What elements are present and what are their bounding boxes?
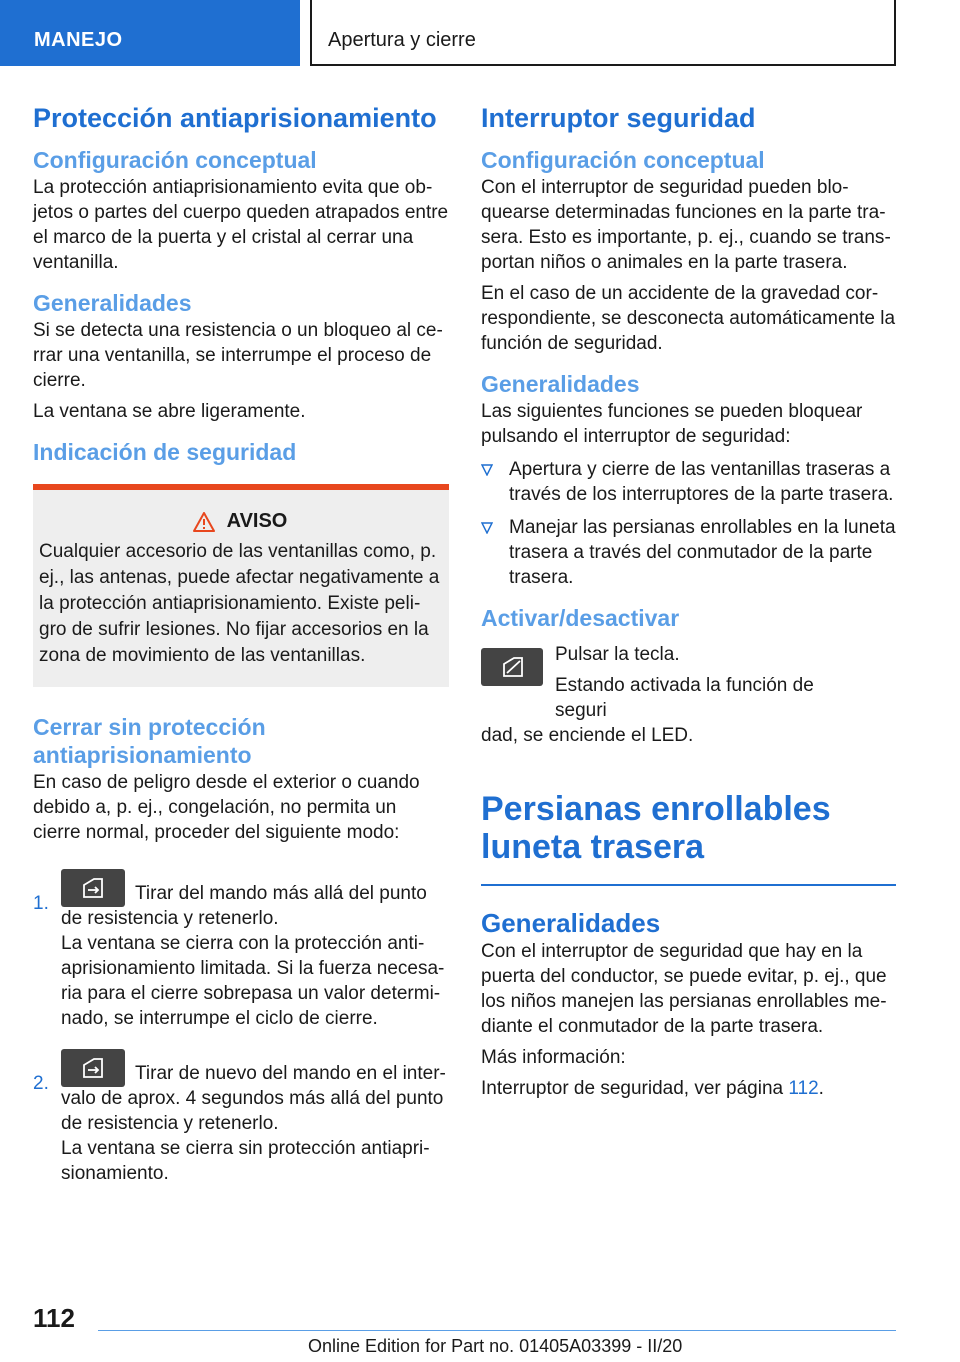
chapter-label: MANEJO [34, 29, 123, 51]
concept-heading: Configuración conceptual [33, 147, 317, 173]
step-1-text-1: Tirar del mando más allá del punto de resistencia y retenerlo. [61, 883, 427, 929]
reference [481, 1076, 896, 1101]
window-switch-icon [61, 1049, 125, 1087]
concept-text-1: Con el interruptor de seguridad pueden bloquearse determinadas funciones en la parte trasera. Esto es importante, p. ej., cuando se transportan niños o animales en la parte trasera. [481, 177, 891, 273]
general-heading: Generalidades [481, 371, 640, 397]
bullet-triangle-icon [481, 522, 493, 534]
right-column [481, 100, 896, 1101]
activate-text-1: Pulsar la tecla. [555, 644, 680, 665]
general-heading: Generalidades [33, 290, 192, 316]
concept-text-2: En el caso de un accidente de la gravedad correspondiente, se desconecta automáticamente la función de seguridad. [481, 283, 896, 354]
activate-row [481, 642, 896, 723]
warning-text: Cualquier accesorio de las ventanillas como, p. ej., las antenas, puede afectar negativamente a la protección antiaprisionamiento. Existe peligro de sufrir lesiones. No fijar accesorios en la zona de movimiento de las ventanillas. [39, 541, 440, 666]
general-text-1: Si se detecta una resistencia o un bloqueo al cerrar una ventanilla, se interrumpe el proceso de cierre. [33, 320, 443, 391]
blinds-heading: Persianas enrollables luneta trasera [481, 790, 831, 866]
page-link[interactable]: 112 [788, 1078, 819, 1099]
warning-title-text: AVISO [226, 510, 288, 532]
warning-title [39, 510, 441, 533]
window-switch-icon [61, 869, 125, 907]
warning-box [33, 484, 449, 687]
safety-heading: Indicación de seguridad [33, 439, 297, 465]
more-info: Más información: [481, 1047, 626, 1068]
step-number: 2. [33, 1073, 49, 1094]
step-1 [33, 869, 449, 1031]
left-column [33, 100, 449, 1186]
divider [481, 884, 896, 886]
activate-text-2b: dad, se enciende el LED. [481, 725, 694, 746]
chapter-tab [0, 0, 300, 66]
bullet-text: Apertura y cierre de las ventanillas traseras a través de los interruptores de la parte trasera. [509, 459, 894, 505]
list-item [481, 515, 896, 590]
page-title-right: Interruptor seguridad [481, 103, 756, 133]
activate-heading: Activar/desactivar [481, 605, 680, 631]
page-title-left: Protección antiaprisionamiento [33, 103, 437, 133]
step-2-text-1: Tirar de nuevo del mando en el intervalo de aprox. 4 segundos más allá del punto de resistencia y retenerlo. [61, 1063, 446, 1134]
close-text: En caso de peligro desde el exterior o cuando debido a, p. ej., congelación, no permita un cierre normal, proceder del siguiente modo: [33, 772, 420, 843]
reference-text: Interruptor de seguridad, ver página [481, 1078, 789, 1099]
general-text-2: La ventana se abre ligeramente. [33, 401, 306, 422]
concept-text: La protección antiaprisionamiento evita que objetos o partes del cuerpo queden atrapados entre el marco de la puerta y el cristal al cerrar una ventanilla. [33, 177, 449, 273]
section-label: Apertura y cierre [328, 29, 476, 51]
edition-text: Online Edition for Part no. 01405A03399 - II/20 [308, 1336, 683, 1356]
concept-heading: Configuración conceptual [481, 147, 765, 173]
step-2 [33, 1049, 449, 1186]
activate-text-2a: Estando activada la función de seguri [555, 675, 814, 721]
section-header [310, 0, 896, 66]
footer-divider [98, 1330, 896, 1331]
step-1-text-2: La ventana se cierra con la protección antiaprisionamiento limitada. Si la fuerza necesaria para el cierre sobrepasa un valor determinado, se interrumpe el ciclo de cierre. [61, 933, 445, 1029]
step-number: 1. [33, 893, 49, 914]
reference-end: . [818, 1078, 824, 1099]
blinds-text: Con el interruptor de seguridad que hay en la puerta del conductor, se puede evitar, p. ej., que los niños manejen las persianas enrollables mediante el conmutador de la parte trasera. [481, 941, 887, 1037]
bullet-triangle-icon [481, 464, 493, 476]
blinds-general-heading: Generalidades [481, 908, 661, 938]
page-number: 112 [33, 1303, 75, 1333]
general-text: Las siguientes funciones se pueden bloquear pulsando el interruptor de seguridad: [481, 401, 863, 447]
step-2-text-2: La ventana se cierra sin protección antiaprisionamiento. [61, 1138, 430, 1184]
warning-triangle-icon [193, 512, 215, 532]
safety-switch-icon [481, 648, 543, 686]
close-heading: Cerrar sin protección antiaprisionamiento [33, 714, 266, 768]
bullet-text: Manejar las persianas enrollables en la luneta trasera a través del conmutador de la parte trasera. [509, 517, 896, 588]
list-item [481, 457, 896, 507]
